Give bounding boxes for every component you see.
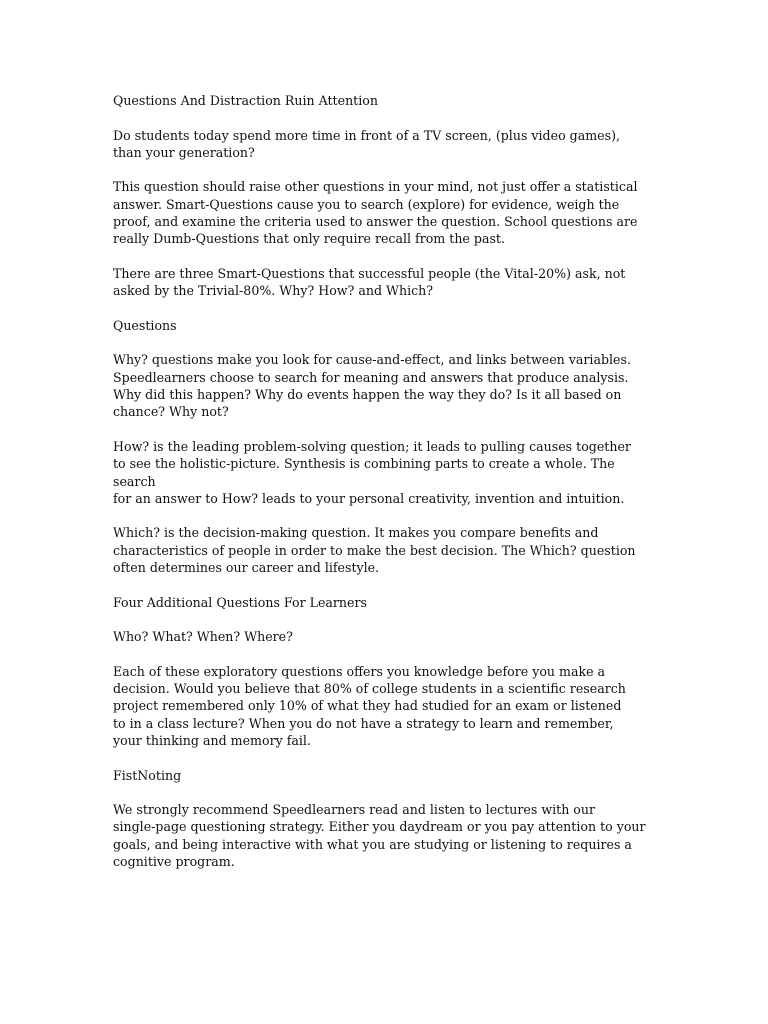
questions-paragraph-why: Why? questions make you look for cause-and-effect, and links between variables. Speedlearners choose to search for meaning and answers that produce analysis. Why did this happen? Why do events happen the way they do? Is it all based on chance? Why not? [113,352,631,420]
section-heading-fistnoting: FistNoting [113,767,182,783]
intro-paragraph-2: This question should raise other questions in your mind, not just offer a statistical answer. Smart-Questions cause you to search (explore) for evidence, weigh the proof, and examine the criteria used to answer the question. School questions are really Dumb-Questions that only require recall from the past. [113,179,638,247]
additional-paragraph-1: Each of these exploratory questions offers you knowledge before you make a decision. Would you believe that 80% of college students in a scientific research project remembered only 10% of what they had studied for an exam or listened to in a class lecture? When you do not have a strategy to learn and remember, your thinking and memory fail. [113,663,626,748]
section-heading-additional: Four Additional Questions For Learners [113,594,367,610]
document-title: Questions And Distraction Ruin Attention [113,93,378,108]
intro-paragraph-3: There are three Smart-Questions that successful people (the Vital-20%) ask, not asked by the Trivial-80%. Why? How? and Which? [113,265,626,299]
questions-paragraph-how: How? is the leading problem-solving question; it leads to pulling causes together to see the holistic-picture. Synthesis is combining parts to create a whole. The search for an answer to How? leads to your personal creativity, invention and intuition. [113,438,631,506]
document-page [113,92,658,888]
additional-subheading: Who? What? When? Where? [113,629,293,645]
fistnoting-paragraph-1: We strongly recommend Speedlearners read and listen to lectures with our single-page questioning strategy. Either you daydream or you pay attention to your goals, and being interactive with what you are studying or listening to requires a cognitive program. [113,802,646,870]
section-heading-questions: Questions [113,317,177,333]
intro-paragraph-1: Do students today spend more time in front of a TV screen, (plus video games), than your generation? [113,127,621,160]
questions-paragraph-which: Which? is the decision-making question. It makes you compare benefits and characteristics of people in order to make the best decision. The Which? question often determines our career and lifestyle. [113,525,636,576]
